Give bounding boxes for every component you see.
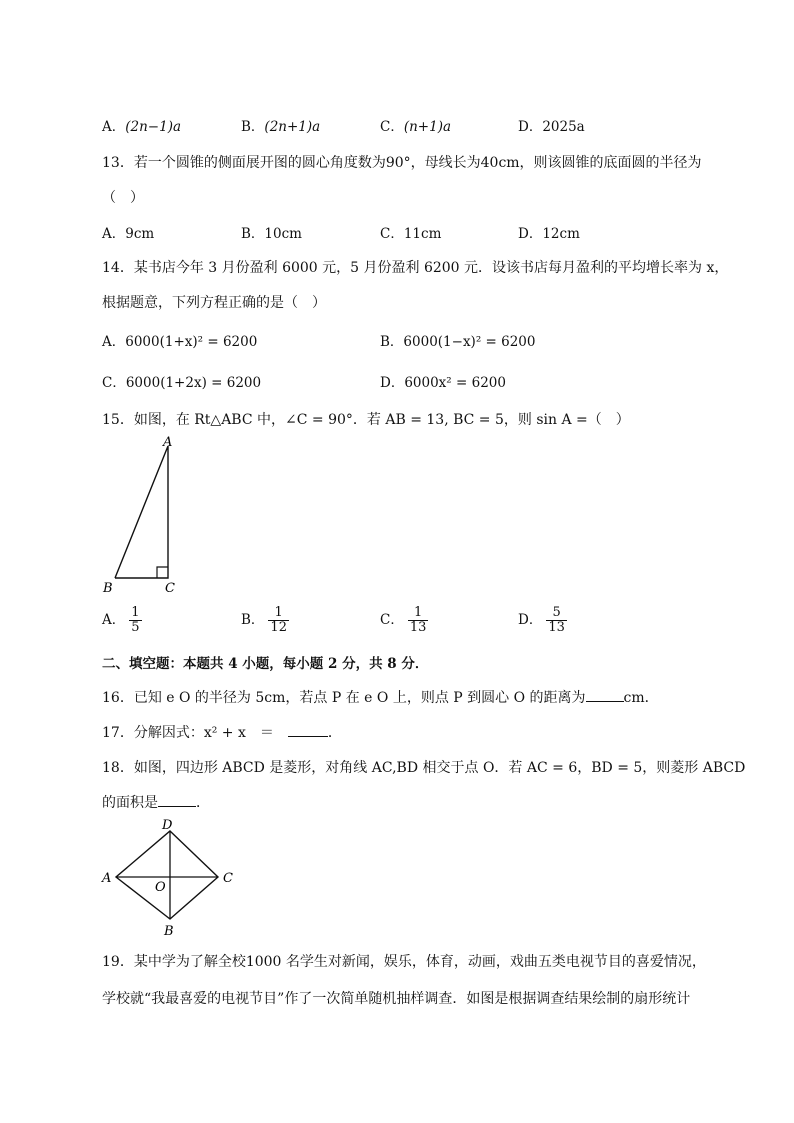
option-text: 9cm bbox=[125, 226, 155, 242]
q17 bbox=[102, 722, 342, 742]
q14-option-c bbox=[102, 371, 261, 391]
q14-option-a bbox=[102, 330, 257, 350]
option-expr: 6000(1+2x) = 6200 bbox=[125, 375, 262, 391]
right-triangle-figure bbox=[95, 432, 185, 600]
option-letter: A． bbox=[102, 119, 126, 135]
q19-stem-line2: 学校就“我最喜爱的电视节目”作了一次简单随机抽样调查．如图是根据调查结果绘制的扇形统计 bbox=[102, 991, 691, 1007]
q15-option-b bbox=[241, 606, 289, 635]
fraction bbox=[408, 606, 429, 635]
denominator: 12 bbox=[270, 620, 287, 635]
option-expr: 6000(1−x)² = 6200 bbox=[403, 334, 536, 350]
q18-end: ． bbox=[196, 795, 210, 811]
option-expr: (2n+1)a bbox=[264, 119, 321, 135]
q14-stem-line2: 根据题意，下列方程正确的是（ ） bbox=[102, 295, 326, 311]
option-letter: C． bbox=[380, 612, 404, 628]
label-a: A bbox=[163, 435, 173, 450]
option-text: 11cm bbox=[403, 226, 442, 242]
option-letter: C． bbox=[380, 119, 404, 135]
denominator: 13 bbox=[409, 620, 427, 635]
q13-option-b bbox=[241, 222, 302, 242]
denominator: 5 bbox=[131, 620, 140, 635]
q18-stem-line1: 18．如图，四边形 ABCD 是菱形，对角线 AC,BD 相交于点 O．若 AC = 6，BD = 5，则菱形 ABCD bbox=[102, 760, 746, 776]
option-letter: D． bbox=[380, 375, 405, 391]
q17-text: 17．分解因式：x² + x ＝ bbox=[102, 725, 274, 741]
q15-option-c bbox=[380, 606, 428, 635]
label-c: C bbox=[165, 581, 175, 596]
label-o: O bbox=[155, 880, 166, 895]
option-text: 10cm bbox=[264, 226, 302, 242]
right-angle-mark bbox=[157, 567, 168, 578]
q13-option-a bbox=[102, 222, 154, 242]
section-heading-fill-in: 二、填空题：本题共 4 小题，每小题 2 分，共 8 分． bbox=[102, 656, 429, 672]
q14-stem-line1: 14．某书店今年 3 月份盈利 6000 元，5 月份盈利 6200 元．设该书店每月盈利的平均增长率为 x， bbox=[102, 260, 729, 276]
q12-option-d bbox=[518, 115, 585, 135]
q18-text: 的面积是 bbox=[102, 795, 158, 811]
label-b: B bbox=[164, 924, 174, 939]
q15-stem: 15．如图，在 Rt△ABC 中，∠C = 90°．若 AB = 13, BC = 5，则 sin A =（ ） bbox=[102, 412, 630, 428]
option-expr: (2n−1)a bbox=[125, 119, 182, 135]
fraction bbox=[546, 606, 567, 635]
q12-option-c bbox=[380, 115, 451, 135]
option-letter: D． bbox=[518, 119, 543, 135]
option-letter: A． bbox=[102, 612, 126, 628]
q14-option-b bbox=[380, 330, 536, 350]
fraction bbox=[268, 606, 289, 635]
option-letter: A． bbox=[102, 334, 126, 350]
q16-unit: cm． bbox=[623, 690, 659, 706]
q13-stem: 13．若一个圆锥的侧面展开图的圆心角度数为90°，母线长为40cm，则该圆锥的底面圆的半径为 bbox=[102, 155, 702, 171]
numerator: 5 bbox=[552, 605, 561, 620]
option-letter: A． bbox=[102, 226, 126, 242]
option-expr: 6000x² = 6200 bbox=[404, 375, 506, 391]
q18-answer-blank[interactable] bbox=[158, 794, 196, 807]
label-b: B bbox=[103, 581, 113, 596]
numerator: 1 bbox=[413, 605, 423, 620]
q14-option-d bbox=[380, 371, 506, 391]
option-letter: C． bbox=[380, 226, 404, 242]
q13-option-d bbox=[518, 222, 580, 242]
q16-text: 16．已知 e O 的半径为 5cm，若点 P 在 e O 上，则点 P 到圆心 O 的距离为 bbox=[102, 690, 586, 706]
q15-option-d bbox=[518, 606, 567, 635]
option-letter: B． bbox=[241, 226, 265, 242]
numerator: 1 bbox=[131, 605, 140, 620]
rhombus-figure bbox=[98, 815, 243, 940]
q17-end: ． bbox=[327, 725, 342, 741]
option-letter: D． bbox=[518, 226, 543, 242]
label-c: C bbox=[223, 871, 233, 886]
q12-option-a bbox=[102, 115, 181, 135]
option-letter: C． bbox=[102, 375, 126, 391]
option-expr: 6000(1+x)² = 6200 bbox=[125, 334, 258, 350]
numerator: 1 bbox=[274, 605, 283, 620]
q12-option-b bbox=[241, 115, 320, 135]
q19-stem-line1: 19．某中学为了解全校1000 名学生对新闻，娱乐，体育，动画，戏曲五类电视节目的喜爱情况， bbox=[102, 954, 706, 970]
label-d: D bbox=[162, 818, 173, 833]
q13-paren: （ ） bbox=[102, 190, 144, 206]
q13-option-c bbox=[380, 222, 441, 242]
q16 bbox=[102, 687, 659, 707]
label-a: A bbox=[102, 871, 112, 886]
option-letter: D． bbox=[518, 612, 543, 628]
q18-stem-line2 bbox=[102, 792, 210, 812]
q16-answer-blank[interactable] bbox=[586, 689, 624, 702]
option-expr: (n+1)a bbox=[403, 119, 452, 135]
triangle-abc bbox=[115, 446, 168, 578]
q17-answer-blank[interactable] bbox=[288, 724, 328, 737]
option-text: 12cm bbox=[542, 226, 580, 242]
option-letter: B． bbox=[241, 612, 265, 628]
rhombus-abcd bbox=[116, 831, 218, 919]
option-letter: B． bbox=[380, 334, 404, 350]
option-letter: B． bbox=[241, 119, 265, 135]
q15-option-a bbox=[102, 606, 142, 635]
fraction bbox=[129, 606, 141, 635]
denominator: 13 bbox=[548, 620, 565, 635]
option-expr: 2025a bbox=[542, 119, 585, 135]
